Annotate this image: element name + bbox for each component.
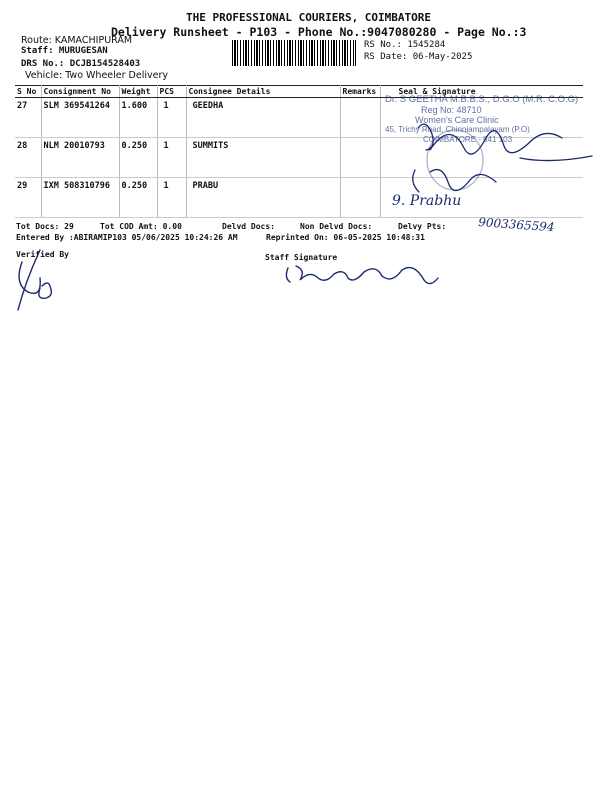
entered-by: Entered By :ABIRAMIP103 05/06/2025 10:24:26 AM	[16, 233, 238, 242]
row-signature	[380, 178, 583, 218]
verified-by-label: Verified By	[16, 250, 69, 259]
verified-by-signature	[18, 250, 51, 310]
row-sno: 29	[15, 178, 41, 218]
delivered-docs: Delvd Docs:	[222, 222, 275, 231]
table-row	[15, 178, 583, 218]
row-remarks	[340, 98, 380, 138]
row-weight: 1.600	[119, 98, 157, 138]
row-pcs: 1	[157, 98, 186, 138]
col-pcs: PCS	[157, 86, 186, 98]
drs-number: DRS No.: DCJB154528403	[21, 59, 141, 69]
col-weight: Weight	[119, 86, 157, 98]
row-sno: 28	[15, 138, 41, 178]
col-remarks: Remarks	[340, 86, 380, 98]
row-weight: 0.250	[119, 178, 157, 218]
delivery-points: Delvy Pts:	[398, 222, 447, 231]
stamp-reg-no: Reg No: 48710	[421, 105, 482, 115]
col-sno: S No	[15, 86, 41, 98]
stamp-doctor-name: Dr. S GEETHA M.B.B.S., D.G.O (M.R. C.O.G)	[385, 94, 579, 105]
non-delivered-docs: Non Delvd Docs:	[300, 222, 373, 231]
total-docs: Tot Docs: 29	[16, 222, 74, 231]
staff-signature-scribble	[286, 266, 438, 284]
receiver-handwritten-name: 9. Prabhu	[392, 193, 462, 209]
row-weight: 0.250	[119, 138, 157, 178]
row-consignee: SUMMITS	[186, 138, 340, 178]
stamp-address: 45, Trichy Road, Chinniampalayam (P.O)	[385, 125, 530, 134]
company-title: THE PROFESSIONAL COURIERS, COIMBATORE	[186, 11, 432, 24]
barcode-image	[232, 40, 356, 66]
row-consignment: IXM 508310796	[41, 178, 119, 218]
staff-signature-label: Staff Signature	[265, 253, 338, 262]
route-label: Route: KAMACHIPURAM	[21, 35, 133, 46]
row-consignment: SLM 369541264	[41, 98, 119, 138]
staff-label: Staff: MURUGESAN	[21, 46, 108, 56]
reprinted-on: Reprinted On: 06-05-2025 10:48:31	[266, 233, 425, 242]
stamp-city: COIMBATORE - 641 103	[423, 135, 513, 144]
col-consignee: Consignee Details	[186, 86, 340, 98]
row-remarks	[340, 178, 380, 218]
vehicle-label: Vehicle: Two Wheeler Delivery	[25, 70, 168, 81]
runsheet-subtitle: Delivery Runsheet - P103 - Phone No.:9047080280 - Page No.:3	[111, 25, 527, 39]
col-consignment: Consignment No	[41, 86, 119, 98]
rs-date: RS Date: 06-May-2025	[364, 52, 473, 62]
receiver-handwritten-phone: 9003365594	[477, 215, 555, 235]
row-sno: 27	[15, 98, 41, 138]
total-cod-amount: Tot COD Amt: 0.00	[100, 222, 182, 231]
row-consignee: PRABU	[186, 178, 340, 218]
stamp-clinic-name: Women's Care Clinic	[415, 115, 499, 125]
row-consignment: NLM 20010793	[41, 138, 119, 178]
row-consignee: GEEDHA	[186, 98, 340, 138]
row-remarks	[340, 138, 380, 178]
row-pcs: 1	[157, 138, 186, 178]
col-seal-signature: Seal & Signature	[380, 86, 583, 98]
clinic-stamp	[385, 95, 585, 145]
row-pcs: 1	[157, 178, 186, 218]
rs-number: RS No.: 1545284	[364, 40, 446, 50]
